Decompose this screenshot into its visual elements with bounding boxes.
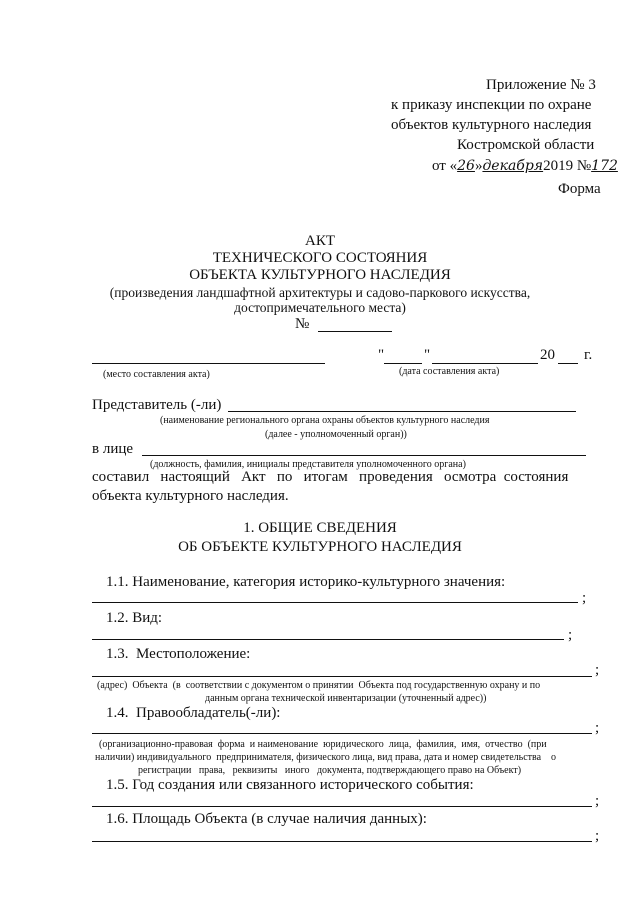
date-year-blank <box>558 363 578 364</box>
in-person-label: в лице <box>92 441 134 457</box>
item-1-4-label: 1.4. Правообладатель(-ли): <box>106 705 281 721</box>
appendix-label: Приложение № 3 <box>486 77 596 93</box>
inspection-name-line: объектов культурного наследия <box>391 117 592 133</box>
place-caption: (место составления акта) <box>103 369 210 380</box>
date-prefix: от « <box>432 158 458 174</box>
representative-caption-2: (далее - уполномоченный орган)) <box>265 429 407 440</box>
item-1-5-blank <box>92 806 592 807</box>
item-1-4-caption-2: наличии) индивидуального предпринимателя, физического лица, вид права, дата и номер свидетельства о <box>95 752 557 763</box>
compiled-text-line-1: составил настоящий Акт по итогам проведения осмотра состояния <box>92 469 569 485</box>
date-month-blank <box>432 363 538 364</box>
item-1-6-label: 1.6. Площадь Объекта (в случае наличия данных): <box>106 811 427 827</box>
item-1-2-blank <box>92 639 564 640</box>
date-day-blank <box>384 363 422 364</box>
item-1-2-label: 1.2. Вид: <box>106 610 163 626</box>
item-1-3-semicolon: ; <box>595 662 600 678</box>
compiled-text-line-2: объекта культурного наследия. <box>92 488 289 504</box>
item-1-1-semicolon: ; <box>582 590 587 606</box>
item-1-4-semicolon: ; <box>595 720 600 736</box>
act-subtitle-4: достопримечательного места) <box>234 300 406 315</box>
item-1-6-blank <box>92 841 592 842</box>
item-1-4-blank <box>92 733 592 734</box>
item-1-3-caption-1: (адрес) Объекта (в соответствии с документом о принятии Объекта под государственную охрану и по <box>97 680 541 691</box>
act-number-label: № <box>295 316 310 332</box>
item-1-5-semicolon: ; <box>595 793 600 809</box>
item-1-2-semicolon: ; <box>568 627 573 643</box>
date-sep: » <box>474 158 483 174</box>
date-year-prefix: 20 <box>540 347 555 363</box>
item-1-3-label: 1.3. Местоположение: <box>106 646 251 662</box>
item-1-1-blank <box>92 602 578 603</box>
representative-blank <box>228 411 576 412</box>
date-month-handwritten: декабря <box>482 158 544 174</box>
date-year: 2019 <box>543 158 574 174</box>
region-line: Костромской области <box>457 137 595 153</box>
number-handwritten: 172 <box>591 158 618 174</box>
date-quote-close: " <box>424 347 431 363</box>
act-subtitle-1: ТЕХНИЧЕСКОГО СОСТОЯНИЯ <box>212 250 428 266</box>
item-1-3-blank <box>92 676 592 677</box>
in-person-blank <box>142 455 586 456</box>
act-number-blank <box>318 331 392 332</box>
item-1-4-caption-3: регистрации права, реквизиты иного документа, подтверждающего право на Объект) <box>138 765 522 776</box>
item-1-1-label: 1.1. Наименование, категория историко-культурного значения: <box>106 574 506 590</box>
date-quote-open: " <box>378 347 385 363</box>
item-1-6-semicolon: ; <box>595 828 600 844</box>
act-subtitle-2: ОБЪЕКТА КУЛЬТУРНОГО НАСЛЕДИЯ <box>189 267 451 283</box>
item-1-5-label: 1.5. Год создания или связанного исторического события: <box>106 777 474 793</box>
in-person-caption: (должность, фамилия, инициалы представителя уполномоченного органа) <box>150 459 466 470</box>
representative-label: Представитель (-ли) <box>92 397 222 413</box>
item-1-3-caption-2: данным органа технической инвентаризации (уточненный адрес)) <box>205 693 487 704</box>
place-blank <box>92 363 325 364</box>
section-1-subheading: ОБ ОБЪЕКТЕ КУЛЬТУРНОГО НАСЛЕДИЯ <box>178 539 462 555</box>
order-reference-line: к приказу инспекции по охране <box>391 97 592 113</box>
item-1-4-caption-1: (организационно-правовая форма и наименование юридического лица, фамилия, имя, отчество (при <box>99 739 547 750</box>
act-subtitle-3: (произведения ландшафтной архитектуры и садово-паркового искусства, <box>109 285 531 300</box>
number-prefix: № <box>576 158 592 174</box>
date-caption: (дата составления акта) <box>399 366 500 377</box>
date-day-handwritten: 26 <box>457 158 475 174</box>
representative-caption-1: (наименование регионального органа охраны объектов культурного наследия <box>160 415 490 426</box>
section-1-heading: 1. ОБЩИЕ СВЕДЕНИЯ <box>243 520 397 536</box>
form-label: Форма <box>558 181 601 197</box>
act-title: АКТ <box>305 233 335 249</box>
order-date-line <box>432 158 618 175</box>
date-year-suffix: г. <box>584 347 593 363</box>
